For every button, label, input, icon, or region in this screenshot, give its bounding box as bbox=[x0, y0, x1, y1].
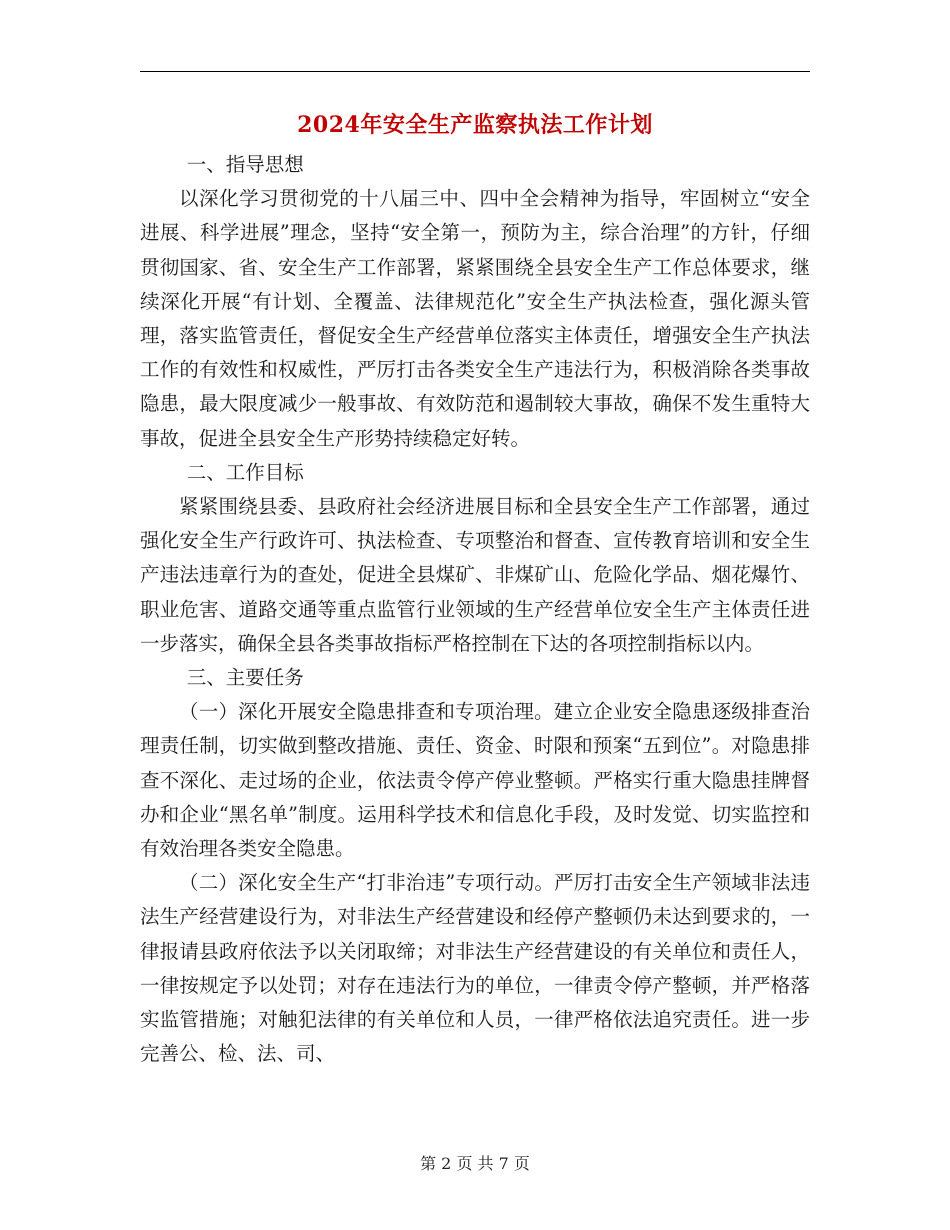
document-title: 2024年安全生产监察执法工作计划 bbox=[297, 112, 653, 138]
page-number-footer: 第 2 页 共 7 页 bbox=[420, 1154, 530, 1173]
document-body bbox=[140, 148, 810, 1071]
paragraph-task-two: （二）深化安全生产“打非治违”专项行动。严厉打击安全生产领域非法违法生产经营建设行为，对非法生产经营建设和经停产整顿仍未达到要求的，一律报请县政府依法予以关闭取缔；对非法生产经营建设的有关单位和责任人，一律按规定予以处罚；对存在违法行为的单位，一律责令停产整顿，并严格落实监管措施；对触犯法律的有关单位和人员，一律严格依法追究责任。进一步完善公、检、法、司、 bbox=[140, 871, 810, 1066]
section-heading-main-tasks: 三、主要任务 bbox=[186, 666, 304, 690]
header-rule bbox=[140, 71, 810, 72]
section-heading-guiding-thought: 一、指导思想 bbox=[186, 153, 304, 176]
section-heading-work-goals: 二、工作目标 bbox=[186, 460, 304, 484]
paragraph-work-goals: 紧紧围绕县委、县政府社会经济进展目标和全县安全生产工作部署，通过强化安全生产行政许可、执法检查、专项整治和督查、宣传教育培训和安全生产违法违章行为的查处，促进全县煤矿、非煤矿山、危险化学品、烟花爆竹、职业危害、道路交通等重点监管行业领域的生产经营单位安全生产主体责任进一步落实，确保全县各类事故指标严格控制在下达的各项控制指标以内。 bbox=[140, 495, 810, 655]
paragraph-task-one: （一）深化开展安全隐患排查和专项治理。建立企业安全隐患逐级排查治理责任制，切实做到整改措施、责任、资金、时限和预案“五到位”。对隐患排查不深化、走过场的企业，依法责令停产停业整顿。严格实行重大隐患挂牌督办和企业“黑名单”制度。运用科学技术和信息化手段，及时发觉、切实监控和有效治理各类安全隐患。 bbox=[140, 700, 810, 861]
paragraph-guiding-thought: 以深化学习贯彻党的十八届三中、四中全会精神为指导，牢固树立“安全进展、科学进展”理念，坚持“安全第一，预防为主，综合治理”的方针，仔细贯彻国家、省、安全生产工作部署，紧紧围绕全县安全生产工作总体要求，继续深化开展“有计划、全覆盖、法律规范化”安全生产执法检查，强化源头管理，落实监管责任，督促安全生产经营单位落实主体责任，增强安全生产执法工作的有效性和权威性，严厉打击各类安全生产违法行为，积极消除各类事故隐患，最大限度减少一般事故、有效防范和遏制较大事故，确保不发生重特大事故，促进全县安全生产形势持续稳定好转。 bbox=[140, 187, 810, 450]
